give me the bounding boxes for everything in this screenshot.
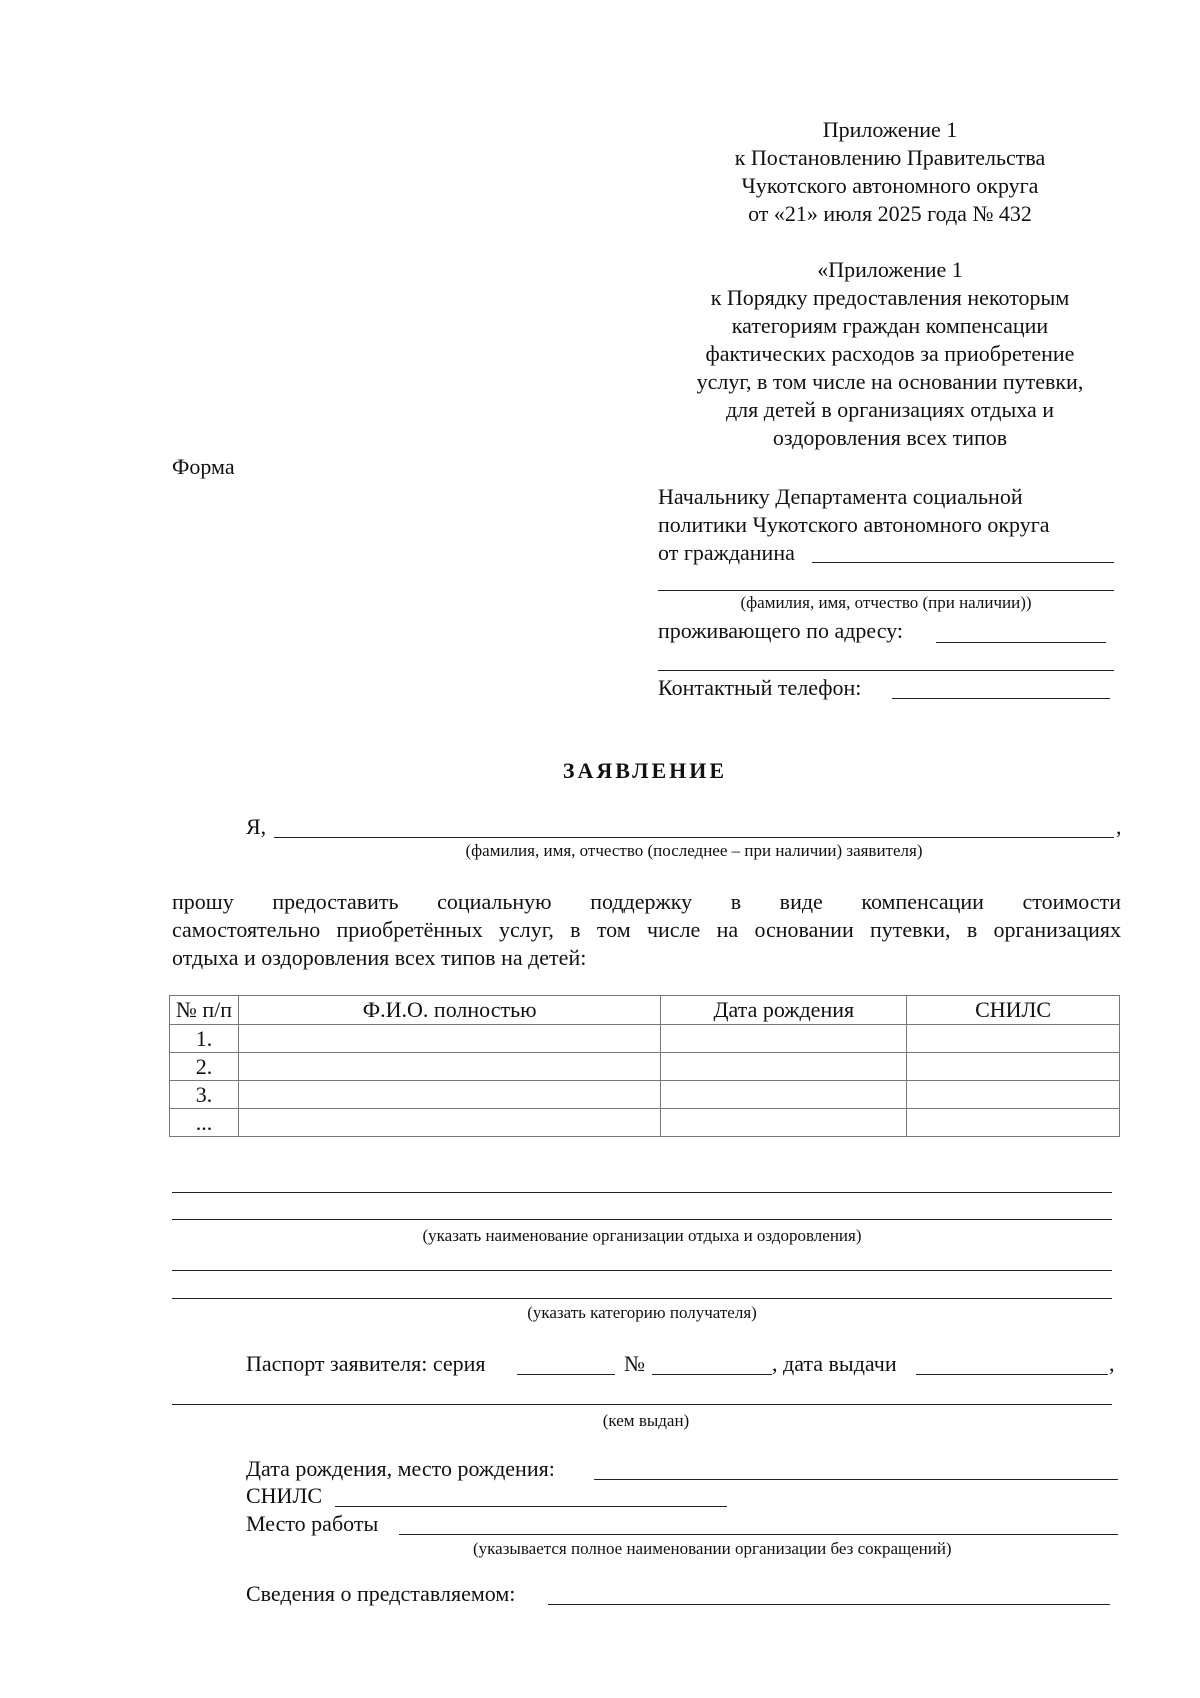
snils-cell[interactable] — [907, 1109, 1120, 1137]
passport-label: Паспорт заявителя: серия — [246, 1351, 486, 1376]
col-header-snils: СНИЛС — [907, 996, 1120, 1025]
procedure-line: оздоровления всех типов — [772, 425, 1008, 450]
snils-cell[interactable] — [907, 1025, 1120, 1053]
procedure-line: фактических расходов за приобретение — [705, 341, 1075, 366]
applicant-fio-field[interactable] — [274, 837, 1114, 838]
work-label: Место работы — [246, 1511, 379, 1536]
passport-series-field[interactable] — [517, 1374, 615, 1375]
representative-label: Сведения о представляемом: — [246, 1581, 516, 1606]
appendix-line: к Постановлению Правительства — [734, 145, 1046, 170]
passport-number-field[interactable] — [652, 1374, 772, 1375]
fio-cell[interactable] — [238, 1025, 661, 1053]
work-hint: (указывается полное наименовании организации без сокращений) — [473, 1539, 952, 1558]
passport-date-label: , дата выдачи — [772, 1351, 897, 1376]
appendix-line: Приложение 1 — [822, 117, 958, 142]
procedure-line: категориям граждан компенсации — [731, 313, 1049, 338]
fio-cell[interactable] — [238, 1081, 661, 1109]
passport-issued-by-field[interactable] — [172, 1404, 1112, 1405]
phone-field[interactable] — [892, 698, 1110, 699]
form-label: Форма — [172, 454, 235, 479]
table-header-row — [170, 996, 1120, 1025]
table-row — [170, 1081, 1120, 1109]
procedure-line: для детей в организациях отдыха и — [725, 397, 1054, 422]
fio-hint: (фамилия, имя, отчество (при наличии)) — [740, 593, 1032, 612]
appendix-line: Чукотского автономного округа — [741, 173, 1039, 198]
applicant-suffix: , — [1116, 814, 1122, 839]
birthdate-cell[interactable] — [661, 1109, 907, 1137]
organization-hint: (указать наименование организации отдыха и оздоровления) — [422, 1226, 862, 1245]
table-row — [170, 1109, 1120, 1137]
from-citizen-label: от гражданина — [658, 540, 795, 565]
category-field-line2[interactable] — [172, 1298, 1112, 1299]
addressee-line: Начальнику Департамента социальной — [658, 484, 1023, 509]
phone-label: Контактный телефон: — [658, 675, 862, 700]
appendix-line: от «21» июля 2025 года № 432 — [748, 201, 1032, 226]
birth-field[interactable] — [594, 1479, 1118, 1480]
fio-cell[interactable] — [238, 1053, 661, 1081]
organization-field-line1[interactable] — [172, 1192, 1112, 1193]
passport-suffix: , — [1109, 1351, 1115, 1376]
col-header-fio: Ф.И.О. полностью — [238, 996, 661, 1025]
birthdate-cell[interactable] — [661, 1053, 907, 1081]
issued-by-hint: (кем выдан) — [602, 1411, 690, 1430]
row-number: ... — [170, 1109, 239, 1137]
children-table — [169, 995, 1120, 1137]
category-field-line1[interactable] — [172, 1270, 1112, 1271]
addressee-line: политики Чукотского автономного округа — [658, 512, 1050, 537]
document-title: ЗАЯВЛЕНИЕ — [562, 758, 728, 783]
table-row — [170, 1025, 1120, 1053]
category-hint: (указать категорию получателя) — [527, 1303, 757, 1322]
request-line: самостоятельно приобретённых услуг, в том числе на основании путевки, в организациях — [172, 917, 1121, 942]
fio-field-line[interactable] — [658, 590, 1114, 591]
request-line: прошу предоставить социальную поддержку в виде компенсации стоимости — [172, 889, 1121, 914]
snils-label: СНИЛС — [246, 1483, 323, 1508]
passport-date-field[interactable] — [916, 1374, 1108, 1375]
address-label: проживающего по адресу: — [658, 618, 904, 643]
birthdate-cell[interactable] — [661, 1025, 907, 1053]
from-citizen-field[interactable] — [812, 562, 1114, 563]
applicant-hint: (фамилия, имя, отчество (последнее – при наличии) заявителя) — [465, 841, 923, 860]
row-number: 2. — [170, 1053, 239, 1081]
applicant-prefix: Я, — [246, 814, 267, 839]
procedure-line: «Приложение 1 — [817, 257, 963, 282]
organization-field-line2[interactable] — [172, 1219, 1112, 1220]
birthdate-cell[interactable] — [661, 1081, 907, 1109]
snils-cell[interactable] — [907, 1053, 1120, 1081]
work-field[interactable] — [399, 1534, 1118, 1535]
address-field-line2[interactable] — [658, 670, 1114, 671]
request-line: отдыха и оздоровления всех типов на детей: — [172, 945, 587, 970]
table-row — [170, 1053, 1120, 1081]
snils-field[interactable] — [335, 1506, 727, 1507]
procedure-line: к Порядку предоставления некоторым — [710, 285, 1070, 310]
row-number: 3. — [170, 1081, 239, 1109]
col-header-birthdate: Дата рождения — [661, 996, 907, 1025]
appendix-procedure — [650, 256, 1130, 452]
appendix-header — [670, 116, 1110, 228]
passport-number-label: № — [624, 1351, 645, 1376]
row-number: 1. — [170, 1025, 239, 1053]
representative-field[interactable] — [548, 1604, 1110, 1605]
snils-cell[interactable] — [907, 1081, 1120, 1109]
request-paragraph — [172, 888, 1121, 972]
birth-label: Дата рождения, место рождения: — [246, 1456, 555, 1481]
address-field[interactable] — [936, 642, 1106, 643]
fio-cell[interactable] — [238, 1109, 661, 1137]
col-header-number: № п/п — [170, 996, 239, 1025]
procedure-line: услуг, в том числе на основании путевки, — [696, 369, 1084, 394]
